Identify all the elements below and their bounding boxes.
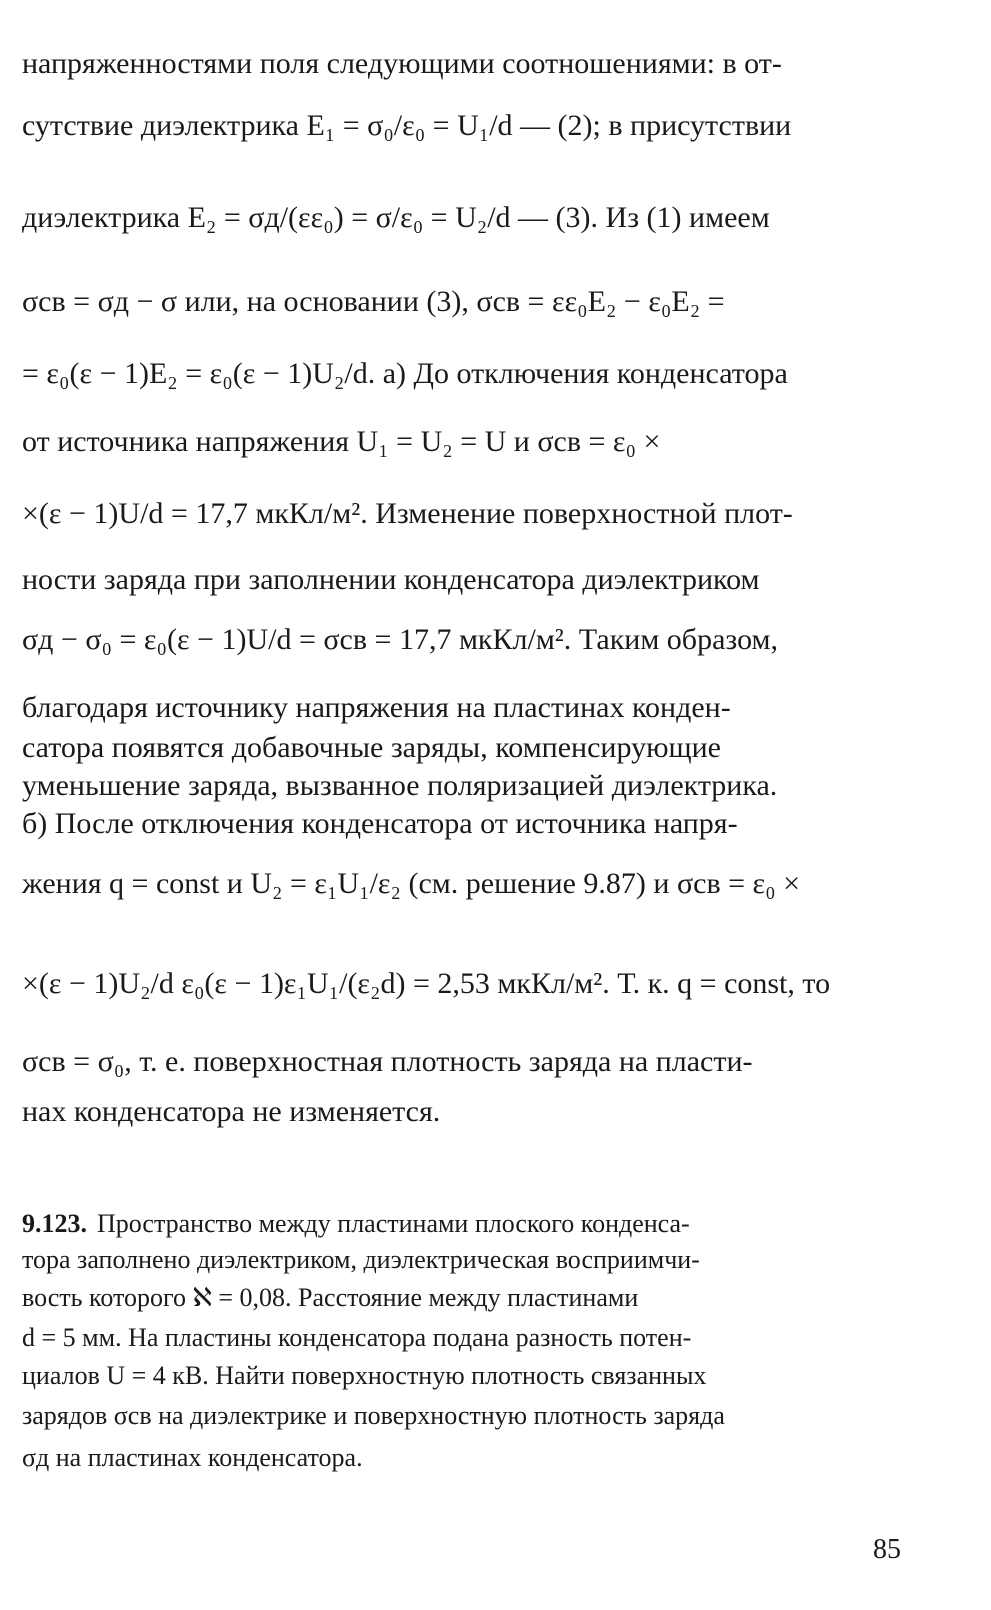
problem-line-5: циалов U = 4 кВ. Найти поверхностную плотность связанных — [22, 1361, 707, 1390]
problem-line-6: зарядов σсв на диэлектрике и поверхностную плотность заряда — [22, 1401, 725, 1430]
problem-line-7: σд на пластинах конденсатора. — [22, 1443, 363, 1472]
solution-line-16: σсв = σ₀, т. е. поверхностная плотность заряда на пласти- — [22, 1045, 753, 1078]
problem-line-1: Пространство между пластинами плоского конденса- — [97, 1209, 690, 1238]
solution-line-15: ×(ε − 1)U₂/d ε₀(ε − 1)ε₁U₁/(ε₂d) = 2,53 мкКл/м². Т. к. q = const, то — [22, 967, 831, 1000]
solution-line-13: б) После отключения конденсатора от источника напря- — [22, 807, 738, 840]
solution-line-1: напряженностями поля следующими соотношениями: в от- — [22, 47, 782, 80]
page-number: 85 — [873, 1534, 901, 1565]
problem-line-4: d = 5 мм. На пластины конденсатора подана разность потен- — [22, 1323, 692, 1352]
solution-line-4: σсв = σд − σ или, на основании (3), σсв = εε₀E₂ − ε₀E₂ = — [22, 285, 725, 318]
solution-line-7: ×(ε − 1)U/d = 17,7 мкКл/м². Изменение поверхностной плот- — [22, 497, 793, 530]
solution-line-17: нах конденсатора не изменяется. — [22, 1095, 441, 1128]
solution-line-6: от источника напряжения U₁ = U₂ = U и σсв = ε₀ × — [22, 425, 661, 458]
solution-line-3: диэлектрика E₂ = σд/(εε₀) = σ/ε₀ = U₂/d — (3). Из (1) имеем — [22, 201, 770, 234]
problem-first-line — [22, 1208, 902, 1240]
problem-number: 9.123. — [22, 1209, 87, 1238]
solution-line-5: = ε₀(ε − 1)E₂ = ε₀(ε − 1)U₂/d. а) До отключения конденсатора — [22, 357, 788, 390]
problem-line-3: вость которого ℵ = 0,08. Расстояние между пластинами — [22, 1283, 639, 1312]
solution-line-12: уменьшение заряда, вызванное поляризацией диэлектрика. — [22, 769, 778, 802]
solution-line-14: жения q = const и U₂ = ε₁U₁/ε₂ (см. решение 9.87) и σсв = ε₀ × — [22, 867, 801, 900]
problem-line-2: тора заполнено диэлектриком, диэлектрическая восприимчи- — [22, 1245, 700, 1274]
solution-line-8: ности заряда при заполнении конденсатора диэлектриком — [22, 563, 760, 596]
solution-line-2: сутствие диэлектрика E₁ = σ₀/ε₀ = U₁/d — (2); в присутствии — [22, 109, 792, 142]
solution-line-11: сатора появятся добавочные заряды, компенсирующие — [22, 731, 721, 764]
solution-line-9: σд − σ₀ = ε₀(ε − 1)U/d = σсв = 17,7 мкКл/м². Таким образом, — [22, 623, 778, 656]
solution-line-10: благодаря источнику напряжения на пластинах конден- — [22, 691, 731, 724]
